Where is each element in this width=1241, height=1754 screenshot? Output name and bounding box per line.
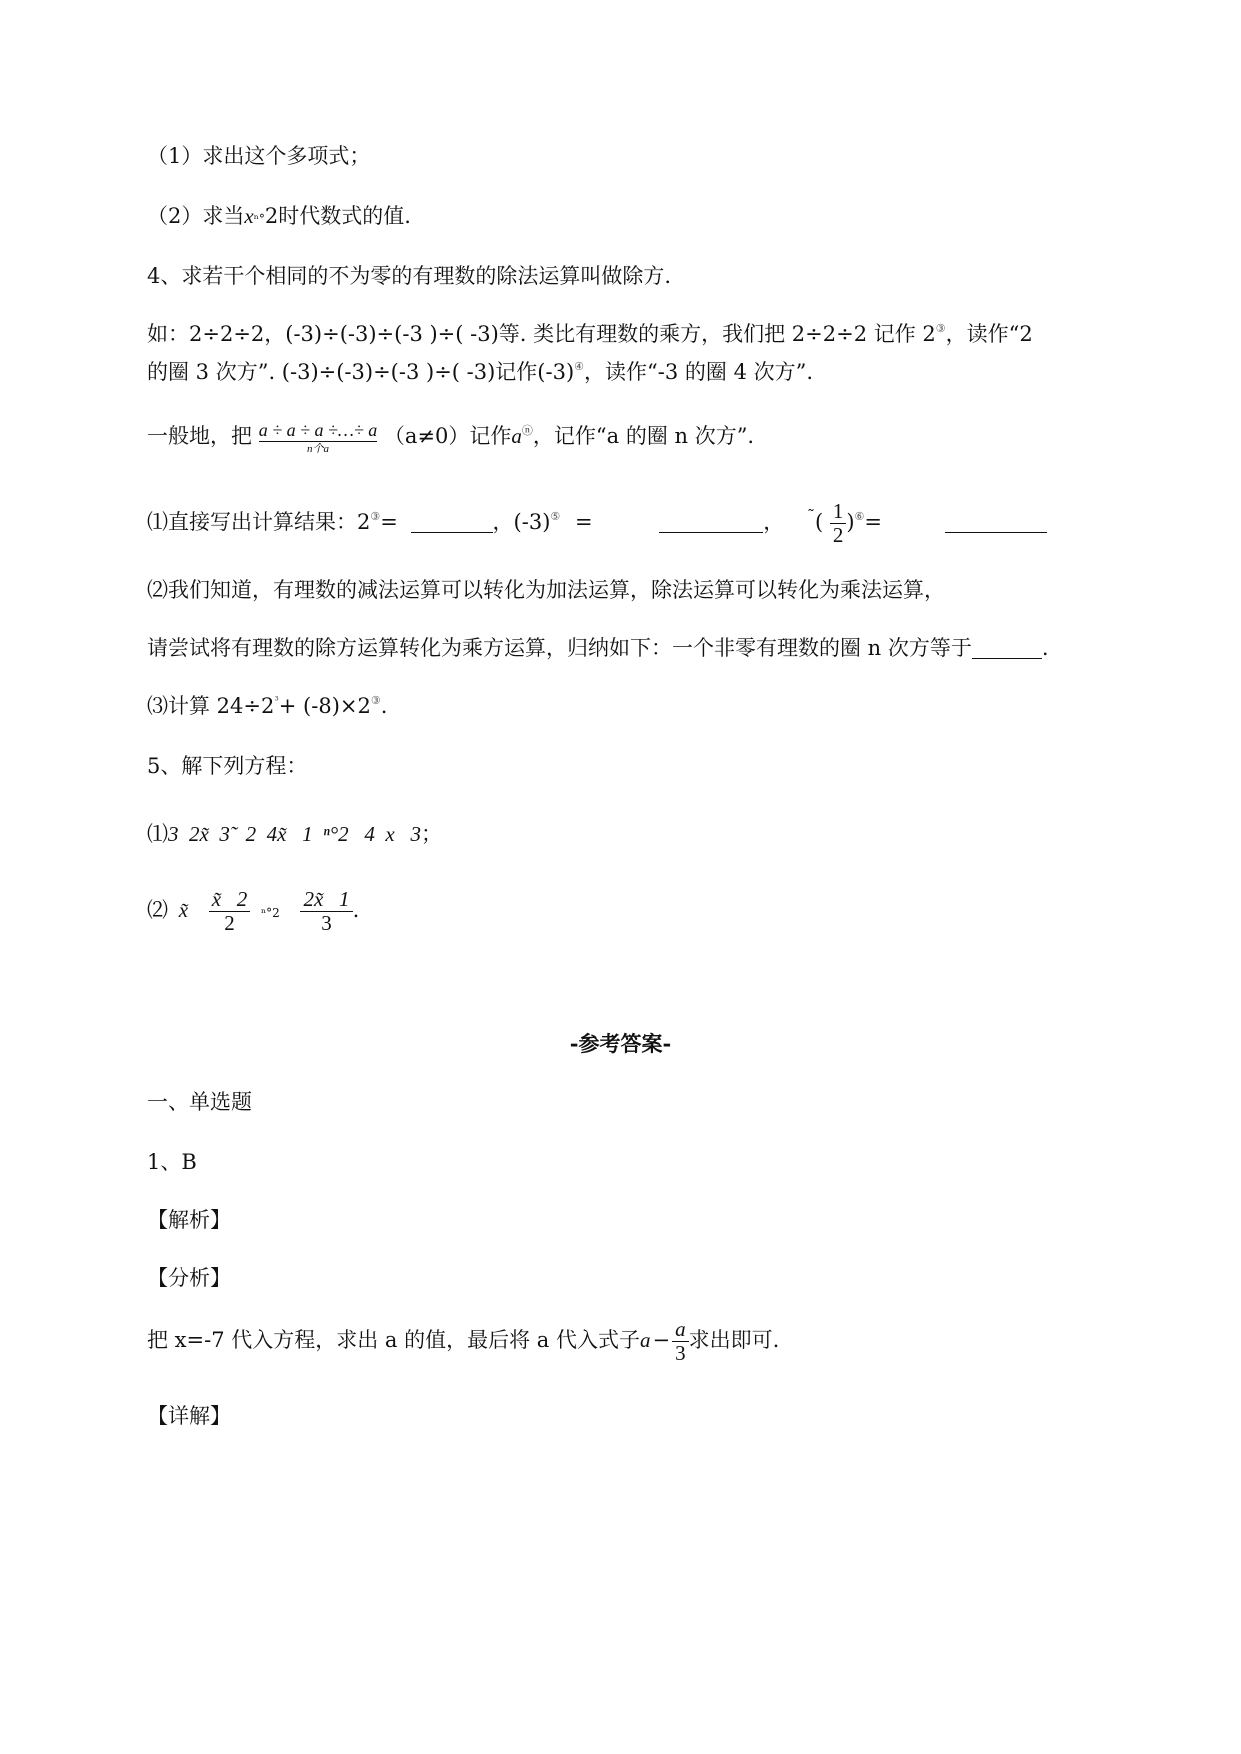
answer-blank-1[interactable] xyxy=(411,510,493,533)
analysis-minus: − xyxy=(652,1328,671,1353)
answer-blank-2[interactable] xyxy=(659,510,763,533)
jiexi-label: 【解析】 xyxy=(147,1208,231,1232)
eq2-f2-num: 2x̃ 1 xyxy=(300,888,352,912)
q4-p3-c: . xyxy=(380,694,388,718)
analysis-frac-den: 3 xyxy=(675,1341,686,1366)
p1-sup2: ⑤ xyxy=(550,510,561,524)
q4-part2-line1: ⑵我们知道，有理数的减法运算可以转化为加法运算，除法运算可以转化为乘法运算， xyxy=(147,578,945,602)
q4-ex1-tail: ，读作“2 xyxy=(945,322,1033,346)
q4-p3-a: ⑶计算 24÷2 xyxy=(147,694,275,718)
xiangjie-label: 【详解】 xyxy=(147,1404,231,1428)
q4-p3-b: + (-8)×2 xyxy=(278,694,371,718)
p1-eq1: = xyxy=(380,510,398,535)
q3-part2-garble: ⁿ° xyxy=(253,212,265,226)
n-a-underbrace xyxy=(259,420,378,456)
q4-general-pre: 一般地，把 xyxy=(147,424,252,448)
q4-part1 xyxy=(147,500,1047,547)
half-num: 1 xyxy=(830,500,847,524)
eq2-f1-num: x̃ 2 xyxy=(209,888,251,912)
p1-sup3: ⑥ xyxy=(854,510,865,524)
q4-general xyxy=(147,420,754,456)
p1-sep1: ，(-3) xyxy=(492,510,551,535)
eq2-end: . xyxy=(352,898,360,923)
q5-equation1 xyxy=(147,818,442,848)
n-a-label: n个a xyxy=(306,443,329,455)
p1-eq3: = xyxy=(864,510,883,535)
circle-n-sup: ⓝ xyxy=(521,424,533,437)
q3-part1: （1）求出这个多项式； xyxy=(147,144,371,168)
eq1-end: ； xyxy=(420,822,442,846)
p1-sep2: ， xyxy=(763,510,785,535)
eq2-fraction1 xyxy=(209,888,251,935)
division-chain: a ÷ a ÷ a ÷…÷ a xyxy=(258,420,378,440)
q4-title: 4、求若干个相同的不为零的有理数的除法运算叫做除方. xyxy=(147,264,672,288)
p1-paren-close: ) xyxy=(846,510,855,535)
analysis-fraction xyxy=(672,1318,689,1365)
q4-ex1-text: 如：2÷2÷2，(-3)÷(-3)÷(-3 )÷( -3)等. 类比有理数的乘方，我们把 2÷2÷2 记作 2 xyxy=(147,322,936,346)
q4-part3 xyxy=(147,690,387,720)
fenxi-label: 【分析】 xyxy=(147,1266,231,1290)
p1-tilde: ˜ xyxy=(806,506,815,526)
answer-blank-4[interactable] xyxy=(972,636,1042,659)
q5-equation2 xyxy=(147,888,359,935)
analysis-pre: 把 x=-7 代入方程，求出 a 的值，最后将 a 代入式子 xyxy=(147,1328,640,1353)
answers-heading: -参考答案- xyxy=(569,1031,672,1056)
circle-4-sup: ④ xyxy=(574,360,585,373)
eq2-f2-den: 3 xyxy=(321,911,332,936)
q4-general-post: ，记作“a 的圈 n 次方”. xyxy=(532,424,755,448)
section-title: 一、单选题 xyxy=(147,1090,252,1114)
q4-p2-text: 请尝试将有理数的除方运算转化为乘方运算，归纳如下：一个非零有理数的圈 n 次方等于 xyxy=(147,636,972,660)
q4-part2-line2 xyxy=(147,632,1049,662)
q3-part2-post: 2时代数式的值. xyxy=(264,204,411,228)
analysis-frac-num: a xyxy=(672,1318,689,1342)
analysis-a: a xyxy=(640,1328,651,1353)
half-fraction xyxy=(830,500,847,547)
half-den: 2 xyxy=(832,523,844,548)
q4-p2-end: . xyxy=(1041,636,1049,660)
p1-paren-open: ( xyxy=(814,510,824,535)
eq2-fraction2 xyxy=(300,888,352,935)
q4-example-line2 xyxy=(147,356,813,386)
q4-ex2-text: 的圈 3 次方”. (-3)÷(-3)÷(-3 )÷( -3)记作(-3) xyxy=(147,360,575,384)
analysis-post: 求出即可. xyxy=(688,1328,780,1353)
q4-example-line1 xyxy=(147,318,1033,348)
p1-sup1: ③ xyxy=(370,510,381,524)
q5-title: 5、解下列方程： xyxy=(147,754,308,778)
p3-sup2: ③ xyxy=(370,694,381,707)
p3-sup1: ³ xyxy=(274,694,279,707)
circle-3-sup: ③ xyxy=(935,322,946,335)
q4-ex2-tail: ，读作“-3 的圈 4 次方”. xyxy=(584,360,814,384)
q4-general-mid: （a≠0）记作 xyxy=(383,424,512,448)
q3-part2-x: x xyxy=(244,204,254,228)
eq2-f1-den: 2 xyxy=(224,911,235,936)
answer-item-1: 1、B xyxy=(147,1150,197,1174)
p1-eq2: = xyxy=(574,510,593,535)
q3-part2-pre: （2）求当 xyxy=(147,204,245,228)
answer-blank-3[interactable] xyxy=(945,510,1047,533)
eq2-mid: ⁿ°2 xyxy=(260,906,280,921)
q4-general-a: a xyxy=(511,424,522,448)
eq2-label: ⑵ xyxy=(147,898,168,923)
q3-part2 xyxy=(147,200,411,230)
q4-p1-label: ⑴直接写出计算结果：2 xyxy=(147,510,371,535)
eq1-label: ⑴ xyxy=(147,822,168,846)
analysis-text xyxy=(147,1318,779,1365)
eq1-garbled-math: 3 2x̃ 3̃ 2 4x̃ 1 ⁿ°2 4 x 3 xyxy=(168,822,421,846)
eq2-x: x̃ xyxy=(178,898,189,923)
